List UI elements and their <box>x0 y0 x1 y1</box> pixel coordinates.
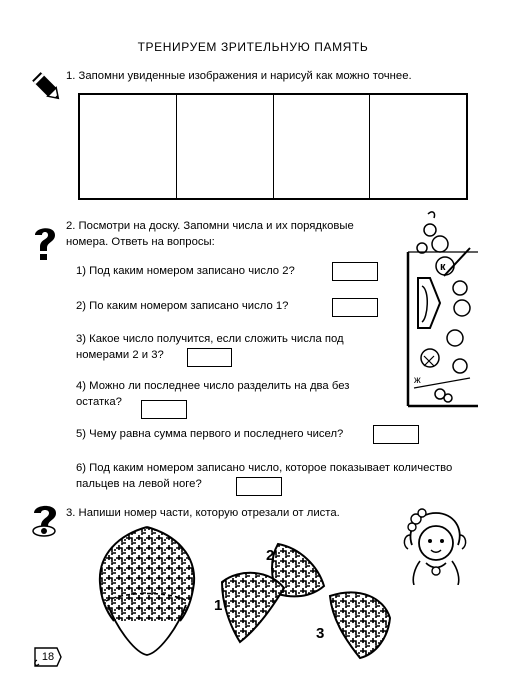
drawing-cell[interactable] <box>370 95 466 198</box>
leaf-pieces <box>200 538 410 660</box>
piece-label-2: 2 <box>266 547 275 564</box>
piece-label-3: 3 <box>316 625 325 642</box>
page-title: ТРЕНИРУЕМ ЗРИТЕЛЬНУЮ ПАМЯТЬ <box>137 40 369 54</box>
question-1: 1) Под каким номером записано число 2? <box>76 265 295 277</box>
task2-intro-line1: 2. Посмотри на доску. Запомни числа и их порядковые <box>66 220 354 232</box>
task1-text: 1. Запомни увиденные изображения и нарисуй как можно точнее. <box>66 70 412 82</box>
svg-text:ж: ж <box>414 375 421 386</box>
question-4-line2: остатка? <box>76 396 122 408</box>
drawing-grid <box>78 93 468 200</box>
question-4-line1: 4) Можно ли последнее число разделить на два без <box>76 380 350 392</box>
answer-box-3[interactable] <box>187 348 232 367</box>
piece-label-1: 1 <box>214 597 223 614</box>
question-eye-icon <box>30 502 60 538</box>
girl-illustration <box>398 505 474 585</box>
task2-intro-line2: номера. Ответь на вопросы: <box>66 236 215 248</box>
question-3-line2: номерами 2 и 3? <box>76 349 164 361</box>
answer-box-2[interactable] <box>332 298 378 317</box>
chalkboard-illustration <box>400 208 482 414</box>
drawing-cell[interactable] <box>274 95 371 198</box>
question-6-line2: пальцев на левой ноге? <box>76 478 202 490</box>
leaf-figure <box>96 525 198 657</box>
answer-box-5[interactable] <box>373 425 419 444</box>
svg-text:к: к <box>440 261 446 273</box>
drawing-cell[interactable] <box>80 95 177 198</box>
question-2: 2) По каким номером записано число 1? <box>76 300 289 312</box>
page-number: 18 <box>41 651 55 663</box>
drawing-cell[interactable] <box>177 95 274 198</box>
question-5: 5) Чему равна сумма первого и последнего чисел? <box>76 428 344 440</box>
answer-box-1[interactable] <box>332 262 378 281</box>
answer-box-6[interactable] <box>236 477 282 496</box>
pencil-icon <box>30 70 64 104</box>
answer-box-4[interactable] <box>141 400 187 419</box>
task3-text: 3. Напиши номер части, которую отрезали от листа. <box>66 507 340 519</box>
question-6-line1: 6) Под каким номером записано число, которое показывает количество <box>76 462 453 474</box>
question-mark-icon <box>32 224 58 262</box>
question-3-line1: 3) Какое число получится, если сложить числа под <box>76 333 344 345</box>
